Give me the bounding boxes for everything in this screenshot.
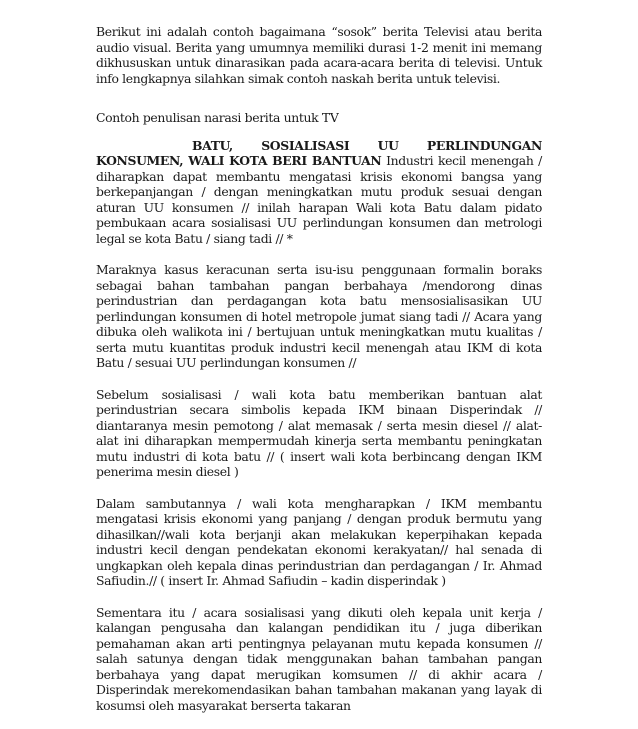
news-lead-text: Industri kecil menengah / diharapkan dapat membantu mengatasi krisis ekonomi bangsa yang berkepanjangan / dengan meningkatkan mutu produk sesuai dengan aturan UU konsumen // inilah harapan Wali kota Batu dalam pidato pembukaan acara sosialisasi UU perlindungan konsumen dan metrologi legal se kota Batu / siang tadi // * — [96, 153, 542, 246]
body-paragraph-1: Maraknya kasus keracunan serta isu-isu penggunaan formalin boraks sebagai bahan tambahan pangan berbahaya /mendorong dinas perindustrian dan perdagangan kota batu mensosialisasikan UU perlindungan konsumen di hotel metropole jumat siang tadi // Acara yang dibuka oleh walikota ini / bertujuan untuk meningkatkan mutu kualitas / serta mutu kuantitas produk industri kecil menengah atau IKM di kota Batu / sesuai UU perlindungan konsumen // — [96, 262, 542, 370]
news-lead-paragraph — [96, 138, 542, 247]
news-headline: BATU, SOSIALISASI UU PERLINDUNGAN KONSUMEN, WALI KOTA BERI BANTUAN — [96, 137, 542, 168]
intro-paragraph: Berikut ini adalah contoh bagaimana “sosok” berita Televisi atau berita audio visual. Berita yang umumnya memiliki durasi 1-2 menit ini memang dikhususkan untuk dinarasikan pada acara-acara berita di televisi. Untuk info lengkapnya silahkan simak contoh naskah berita untuk televisi. — [96, 24, 542, 86]
body-paragraph-3: Dalam sambutannya / wali kota mengharapkan / IKM membantu mengatasi krisis ekonomi yang panjang / dengan produk bermutu yang dihasilkan//wali kota berjanji akan melakukan keperpihakan kepada industri kecil dengan pendekatan ekonomi kerakyatan// hal senada di ungkapkan oleh kepala dinas perindustrian dan perdagangan / Ir. Ahmad Safiudin.// ( insert Ir. Ahmad Safiudin – kadin disperindak ) — [96, 495, 542, 588]
document-body — [96, 24, 542, 729]
body-paragraph-2: Sebelum sosialisasi / wali kota batu memberikan bantuan alat perindustrian secara simbolis kepada IKM binaan Disperindak // diantaranya mesin pemotong / alat memasak / serta mesin diesel // alat- alat ini diharapkan mempermudah kinerja serta membantu peningkatan mutu industri di kota batu // ( insert wali kota berbincang dengan IKM penerima mesin diesel ) — [96, 386, 542, 479]
body-paragraph-4: Sementara itu / acara sosialisasi yang dikuti oleh kepala unit kerja / kalangan pengusaha dan kalangan pendidikan itu / juga diberikan pemahaman akan arti pentingnya pelayanan mutu kepada konsumen // salah satunya dengan tidak menggunakan bahan tambahan pangan berbahaya yang dapat merugikan komsumen // di akhir acara / Disperindak merekomendasikan bahan tambahan makanan yang layak di kosumsi oleh masyarakat berserta takaran — [96, 604, 542, 713]
example-caption: Contoh penulisan narasi berita untuk TV — [96, 110, 339, 125]
